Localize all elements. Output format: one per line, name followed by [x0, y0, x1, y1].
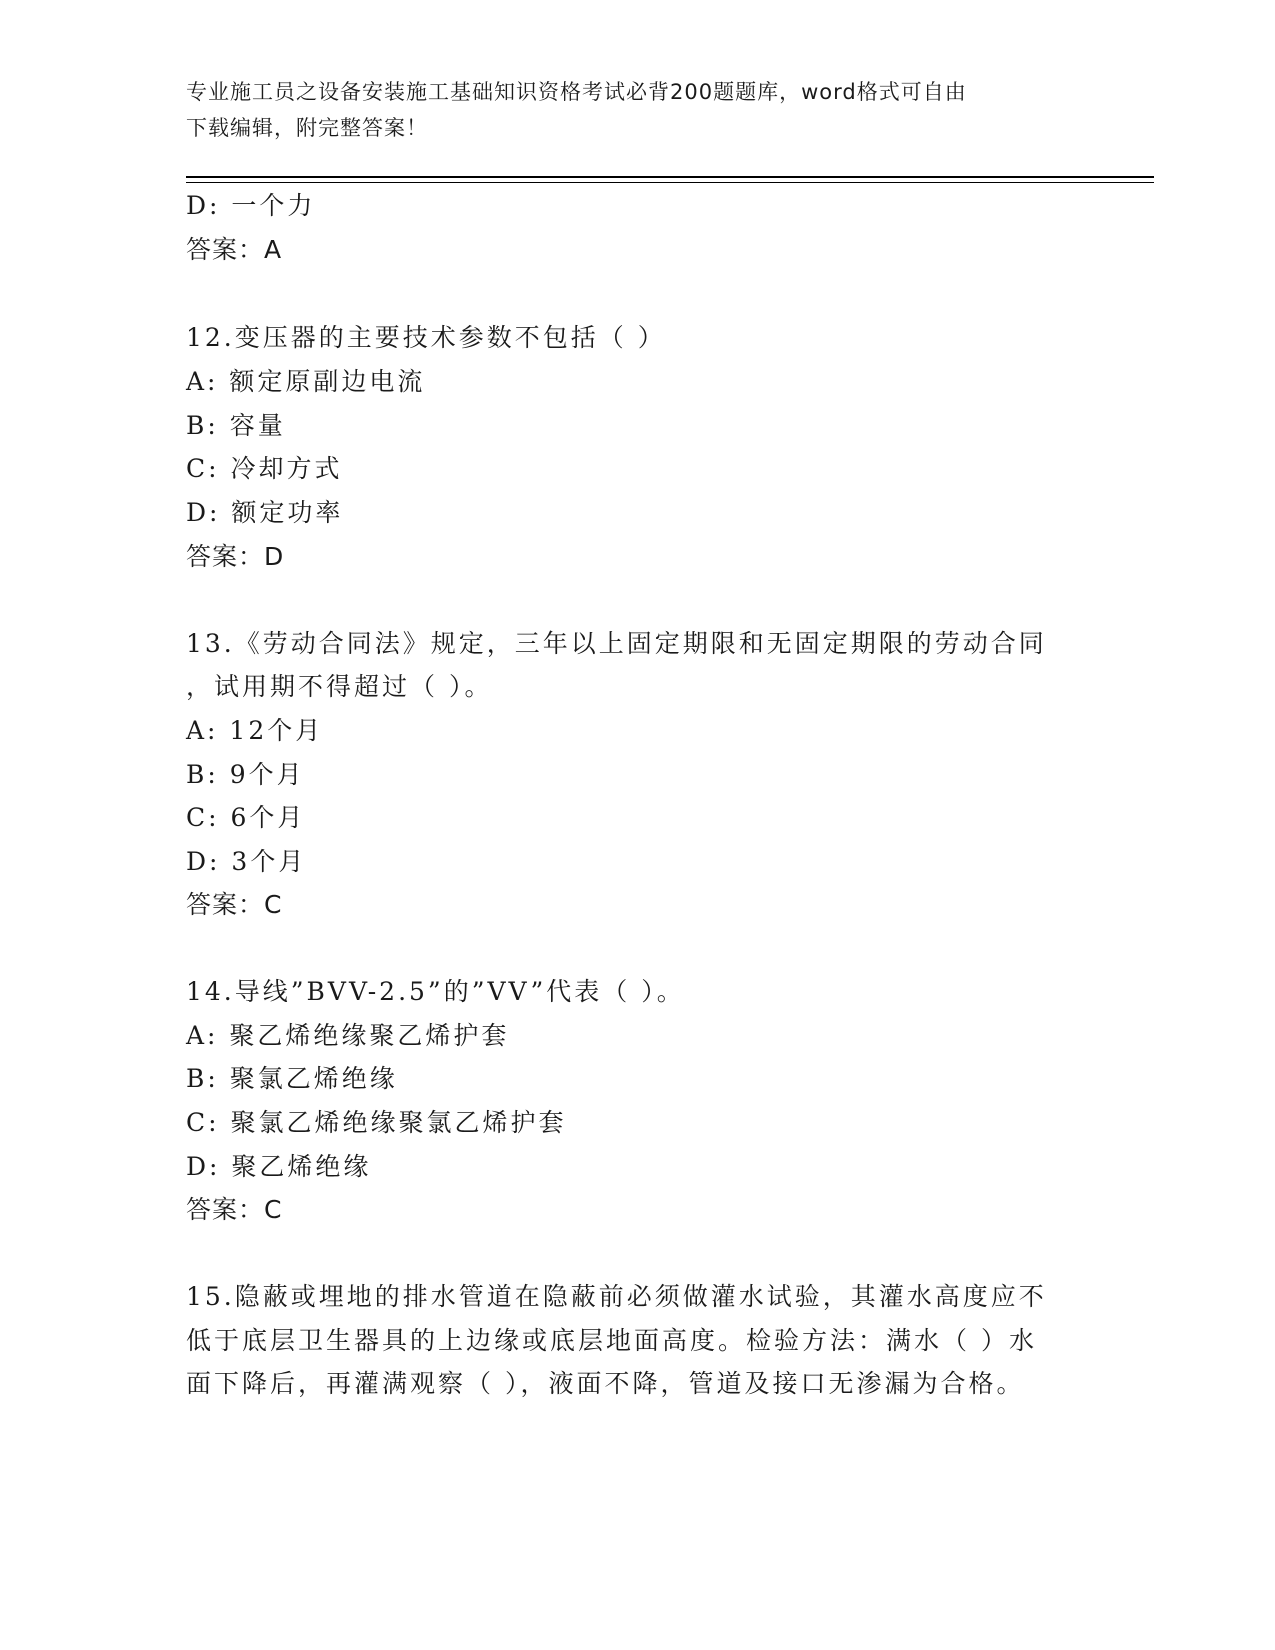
q14-option-a: A: 聚乙烯绝缘聚乙烯护套 [186, 1021, 510, 1050]
q14-question: 14.导线”BVV-2.5”的”VV”代表（ ）。 [186, 977, 685, 1006]
q14-option-c: C: 聚氯乙烯绝缘聚氯乙烯护套 [186, 1108, 567, 1137]
header-divider-thin [186, 182, 1154, 183]
q12-option-a: A: 额定原副边电流 [186, 367, 426, 396]
q14-answer: 答案：C [186, 1195, 283, 1224]
prev-option-d: D: 一个力 [186, 191, 316, 220]
q12-option-b: B: 容量 [186, 411, 286, 440]
q13-option-d: D: 3个月 [186, 847, 307, 876]
q14-option-d: D: 聚乙烯绝缘 [186, 1152, 372, 1181]
header-divider-thick [186, 176, 1154, 178]
document-header [186, 74, 1086, 146]
q12-answer: 答案：D [186, 542, 285, 571]
q13-question-line-1: 13.《劳动合同法》规定，三年以上固定期限和无固定期限的劳动合同 [186, 629, 1047, 658]
q15-question-line-2: 低于底层卫生器具的上边缘或底层地面高度。检验方法：满水（ ）水 [186, 1326, 1037, 1355]
q13-answer: 答案：C [186, 890, 283, 919]
q15-question-line-3: 面下降后，再灌满观察（ ），液面不降，管道及接口无渗漏为合格。 [186, 1369, 1025, 1398]
q13-option-a: A: 12个月 [186, 716, 324, 745]
q15-question-line-1: 15.隐蔽或埋地的排水管道在隐蔽前必须做灌水试验，其灌水高度应不 [186, 1282, 1047, 1311]
q13-question-line-2: ，试用期不得超过（ ）。 [186, 672, 493, 701]
q12-option-d: D: 额定功率 [186, 498, 344, 527]
header-line-2: 下载编辑，附完整答案！ [186, 116, 428, 140]
prev-answer: 答案：A [186, 235, 283, 264]
q14-option-b: B: 聚氯乙烯绝缘 [186, 1064, 398, 1093]
q12-question: 12.变压器的主要技术参数不包括（ ） [186, 323, 666, 352]
header-line-1: 专业施工员之设备安装施工基础知识资格考试必背200题题库，word格式可自由 [186, 80, 967, 104]
q13-option-c: C: 6个月 [186, 803, 306, 832]
q12-option-c: C: 冷却方式 [186, 454, 343, 483]
q13-option-b: B: 9个月 [186, 760, 305, 789]
